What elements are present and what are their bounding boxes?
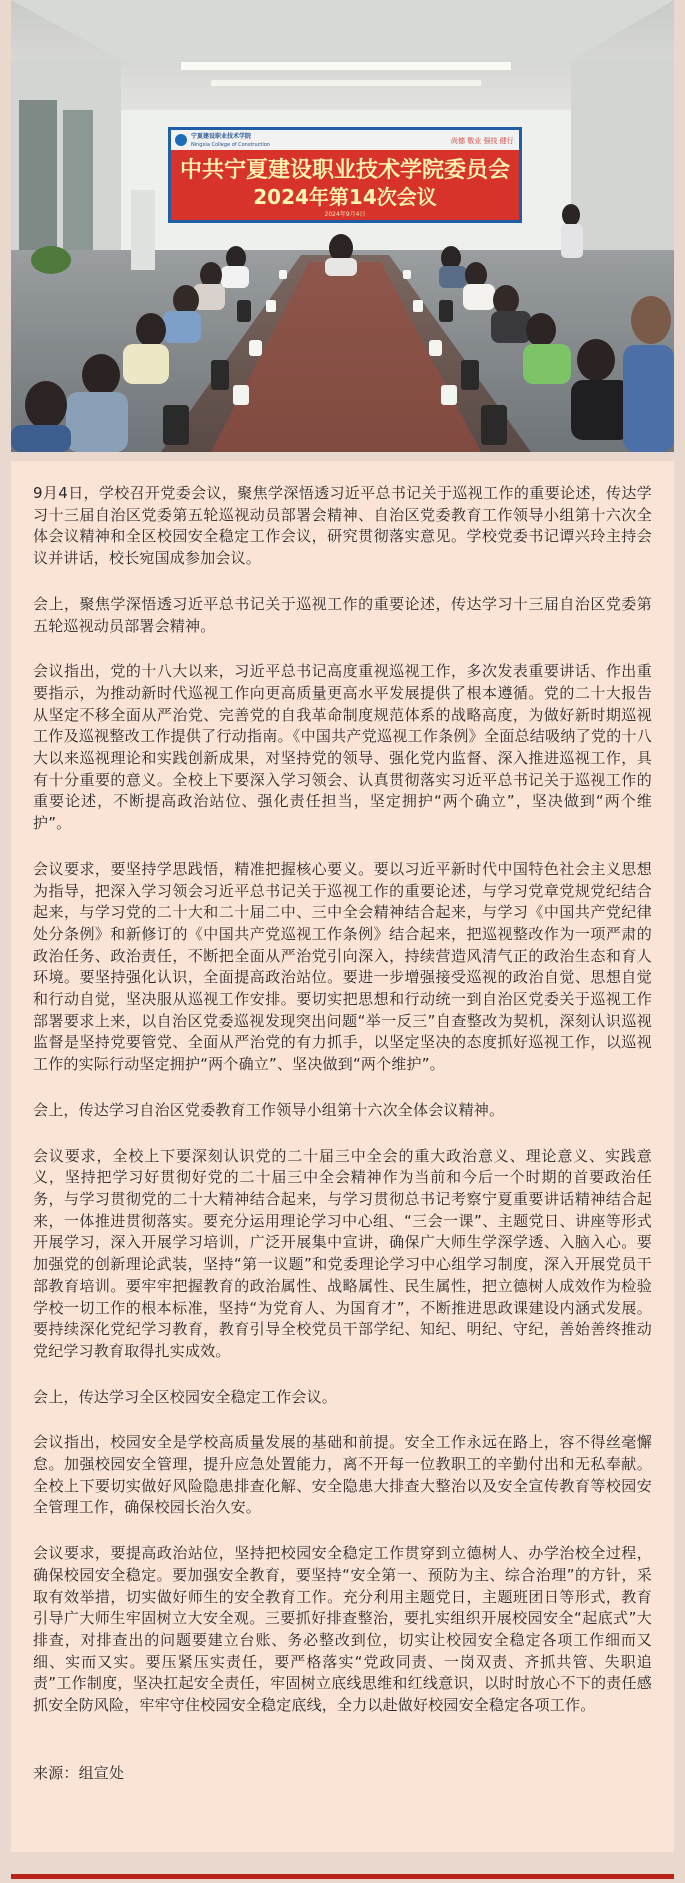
banner-motto: 尚德 敬业 强技 健行: [451, 137, 514, 145]
meeting-photo: [11, 0, 674, 452]
banner-title-line2: 2024年第14次会议: [253, 185, 437, 209]
article-paragraph: 会上，传达学习自治区党委教育工作领导小组第十六次全体会议精神。: [33, 1100, 505, 1119]
banner-org: 宁夏建设职业技术学院: [191, 133, 252, 140]
college-logo-icon: [175, 134, 187, 146]
article-paragraph: 会议指出，党的十八大以来，习近平总书记高度重视巡视工作，多次发表重要讲话、作出重要指示，为推动新时代巡视工作向更高质量更高水平发展提供了根本遵循。党的二十大报告从坚定不移全面从严治党、完善党的自我革命制度规范体系的战略高度，为做好新时期巡视工作及巡视整改工作提供了行动指南。《中国共产党巡视工作条例》全面总结吸纳了党的十八大以来巡视理论和实践创新成果，对坚持党的领导、强化党内监督、深入推进巡视工作，具有十分重要的意义。全校上下要深入学习领会、认真贯彻落实习近平总书记关于巡视工作的重要论述，不断提高政治站位、强化责任担当，坚定拥护“两个确立”，坚决做到“两个维护”。: [33, 662, 652, 833]
banner-title-line1: 中共宁夏建设职业技术学院委员会: [179, 158, 511, 183]
article-paragraph: 会议要求，要坚持学思践悟，精准把握核心要义。要以习近平新时代中国特色社会主义思想为指导，把深入学习领会习近平总书记关于巡视工作的重要论述，与学习党章党规党纪结合起来，与学习党的二十大和二十届二中、三中全会精神结合起来，与学习《中国共产党纪律处分条例》和新修订的《中国共产党巡视工作条例》结合起来，把巡视整改作为一项严肃的政治任务、政治责任，不断把全面从严治党引向深入，持续营造风清气正的政治生态和育人环境。要坚持强化认识，全面提高政治站位。要进一步增强接受巡视的政治自觉、思想自觉和行动自觉，坚决服从巡视工作安排。要切实把思想和行动统一到自治区党委关于巡视工作部署要求上来，以自治区党委巡视发现突出问题“举一反三”自查整改为契机，深刻认识巡视监督是坚持党要管党、全面从严治党的有力抓手，以坚定坚决的态度抓好巡视工作，以巡视工作的实际行动坚定拥护“两个确立”、坚决做到“两个维护”。: [33, 859, 652, 1074]
article-paragraph: 会上，传达学习全区校园安全稳定工作会议。: [33, 1387, 338, 1406]
bottom-divider: [11, 1874, 674, 1879]
article-body: [11, 461, 674, 1852]
article-paragraph: 会上，聚焦学深悟透习近平总书记关于巡视工作的重要论述，传达学习十三届自治区党委第五轮巡视动员部署会精神。: [33, 594, 652, 635]
banner-org-en: Ningxia College of Construction: [191, 142, 270, 148]
article-paragraph: 会议要求，全校上下要深刻认识党的二十届三中全会的重大政治意义、理论意义、实践意义，坚持把学习好贯彻好党的二十届三中全会精神作为当前和今后一个时期的首要政治任务，与学习贯彻党的二十大精神结合起来，与学习贯彻总书记考察宁夏重要讲话精神结合起来，一体推进贯彻落实。要充分运用理论学习中心组、“三会一课”、主题党日、讲座等形式开展学习，深入开展学习培训，广泛开展集中宣讲，确保广大师生学深学透、入脑入心。要加强党的创新理论武装，坚持“第一议题”和党委理论学习中心组学习制度，深入开展党员干部教育培训。要牢牢把握教育的政治属性、战略属性、民生属性，把立德树人成效作为检验学校一切工作的根本标准，坚持“为党育人、为国育才”，不断推进思政课建设内涵式发展。要持续深化党纪学习教育，教育引导全校党员干部学纪、知纪、明纪、守纪，善始善终推动党纪学习教育取得扎实成效。: [33, 1146, 652, 1360]
banner-date: 2024年9月4日: [324, 211, 366, 218]
article-paragraph: 9月4日，学校召开党委会议，聚焦学深悟透习近平总书记关于巡视工作的重要论述，传达学习十三届自治区党委第五轮巡视动员部署会精神、自治区党委教育工作领导小组第十六次全体会议精神和全区校园安全稳定工作会议，研究贯彻落实意见。学校党委书记谭兴玲主持会议并讲话，校长宛国成参加会议。: [33, 484, 652, 568]
article-paragraph: 会议指出，校园安全是学校高质量发展的基础和前提。安全工作永远在路上，容不得丝毫懈怠。加强校园安全管理，提升应急处置能力，离不开每一位教职工的辛勤付出和无私奉献。全校上下要切实做好风险隐患排查化解、安全隐患大排查大整治以及安全宣传教育等校园安全管理工作，确保校园长治久安。: [33, 1433, 652, 1517]
article-source: 来源：组宣处: [33, 1763, 125, 1782]
article-paragraph: 会议要求，要提高政治站位，坚持把校园安全稳定工作贯穿到立德树人、办学治校全过程，确保校园安全稳定。要加强安全教育，要坚持“安全第一、预防为主、综合治理”的方针，采取有效举措，切实做好师生的安全教育工作。充分利用主题党日，主题班团日等形式，教育引导广大师生牢固树立大安全观。三要抓好排查整治，要扎实组织开展校园安全“起底式”大排查，对排查出的问题要建立台账、务必整改到位，切实让校园安全稳定各项工作细而又细、实而又实。要压紧压实责任，要严格落实“党政同责、一岗双责、齐抓共管、失职追责”工作制度，坚决扛起安全责任，牢固树立底线思维和红线意识，以时时放心不下的责任感抓安全防风险，牢牢守住校园安全稳定底线，全力以赴做好校园安全稳定各项工作。: [33, 1544, 652, 1715]
